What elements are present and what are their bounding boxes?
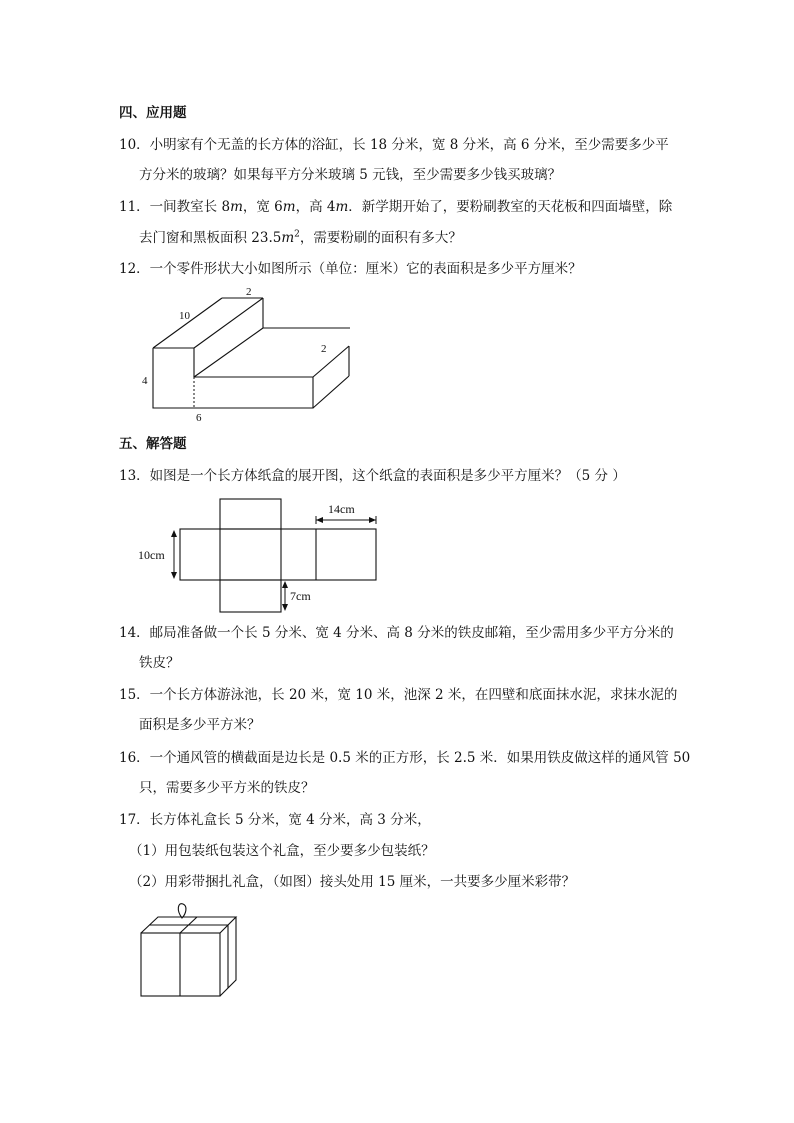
question-17-part-2: （2）用彩带捆扎礼盒，（如图）接头处用 15 厘米，一共要多少厘米彩带？ bbox=[129, 874, 576, 890]
section-heading-applications: 四、应用题 bbox=[119, 105, 187, 121]
question-14-line-2: 铁皮？ bbox=[139, 655, 180, 671]
question-17-part-1: （1）用包装纸包装这个礼盒，至少要多少包装纸？ bbox=[129, 843, 435, 859]
q11-text-b: ，宽 6 bbox=[242, 199, 283, 215]
q11-text-c: ，高 4 bbox=[295, 199, 336, 215]
dim-left-height: 4 bbox=[142, 375, 148, 387]
exponent: 2 bbox=[294, 229, 300, 240]
question-16-line-2: 只，需要多少平方米的铁皮？ bbox=[139, 780, 315, 796]
unit-m: m bbox=[281, 230, 295, 246]
question-16-line-1: 16．一个通风管的横截面是边长是 0.5 米的正方形，长 2.5 米．如果用铁皮做这样的通风管 50 bbox=[119, 750, 691, 766]
q11-text-d: ．新学期开始了，要粉刷教室的天花板和四面墙壁，除 bbox=[348, 199, 673, 215]
unit-m: m bbox=[282, 199, 296, 215]
question-15-line-2: 面积是多少平方米？ bbox=[139, 717, 261, 733]
dim-height-10cm: 10cm bbox=[138, 548, 165, 562]
box-net-figure bbox=[130, 496, 390, 616]
q11-text-l2a: 去门窗和黑板面积 23.5 bbox=[139, 230, 282, 246]
gift-box-figure bbox=[136, 900, 246, 1000]
dim-width-7cm: 7cm bbox=[290, 589, 311, 603]
question-11-line-1 bbox=[119, 198, 672, 216]
question-12-text: 12．一个零件形状大小如图所示（单位：厘米）它的表面积是多少平方厘米？ bbox=[119, 261, 582, 277]
question-11-line-2 bbox=[139, 229, 462, 247]
question-10-line-1: 10．小明家有个无盖的长方体的浴缸，长 18 分米，宽 8 分米，高 6 分米，至少需要多少平 bbox=[119, 137, 669, 153]
dim-length-14cm: 14cm bbox=[328, 502, 355, 516]
question-14-line-1: 14．邮局准备做一个长 5 分米、宽 4 分米、高 8 分米的铁皮邮箱，至少需用多少平方分米的 bbox=[119, 625, 674, 641]
dim-top-step: 2 bbox=[246, 286, 252, 298]
question-13-text: 13．如图是一个长方体纸盒的展开图，这个纸盒的表面积是多少平方厘米？（5 分 ） bbox=[119, 468, 626, 484]
unit-m: m bbox=[230, 199, 243, 215]
unit-m: m bbox=[335, 199, 349, 215]
question-10-line-2: 方分米的玻璃？如果每平方分米玻璃 5 元钱，至少需要多少钱买玻璃？ bbox=[139, 167, 562, 183]
dim-width: 6 bbox=[196, 412, 202, 424]
question-15-line-1: 15．一个长方体游泳池，长 20 米，宽 10 米，池深 2 米，在四壁和底面抹水泥，求抹水泥的 bbox=[119, 687, 678, 703]
section-heading-solutions: 五、解答题 bbox=[119, 436, 187, 452]
dim-length: 10 bbox=[179, 310, 190, 322]
step-solid-figure bbox=[130, 284, 350, 424]
q11-text-a: 11．一间教室长 8 bbox=[119, 199, 231, 215]
question-17-line-1: 17．长方体礼盒长 5 分米，宽 4 分米，高 3 分米， bbox=[119, 812, 431, 828]
dim-right-height: 2 bbox=[321, 343, 327, 355]
q11-text-l2b: ，需要粉刷的面积有多大？ bbox=[299, 230, 462, 246]
